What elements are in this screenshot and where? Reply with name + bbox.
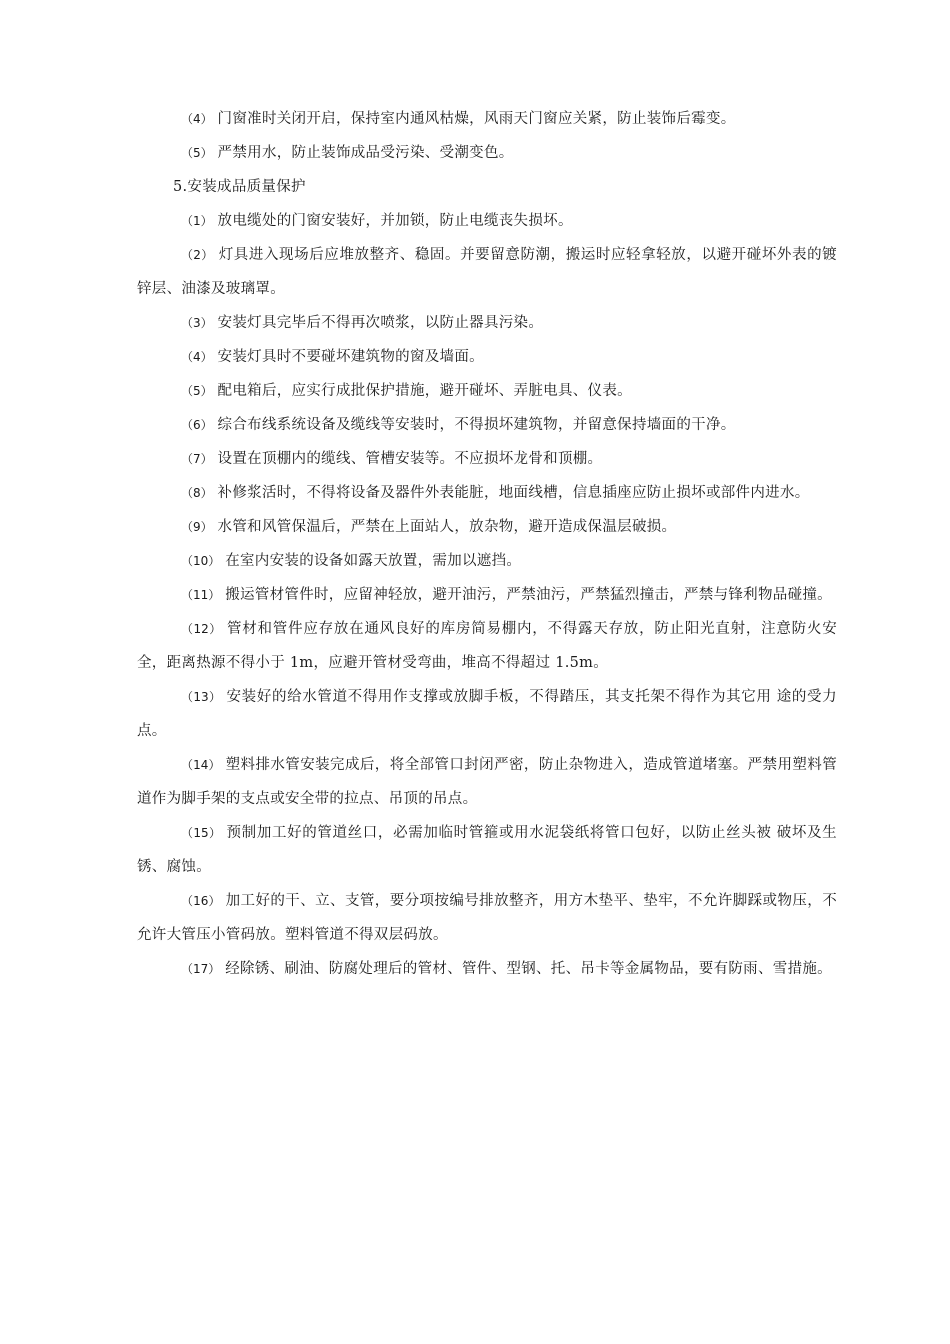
item-text: 塑料排水管安装完成后，将全部管口封闭严密，防止杂物进入，造成管道堵塞。严禁用塑料管道作为脚手架的支点或安全带的拉点、吊顶的吊点。 — [137, 757, 837, 807]
item-number: （14） — [181, 758, 221, 772]
item-text: 搬运管材管件时，应留神轻放，避开油污，严禁油污，严禁猛烈撞击，严禁与锋利物品碰撞。 — [220, 587, 832, 603]
item-text: 补修浆活时，不得将设备及器件外表能脏，地面线槽，信息插座应防止损坏或部件内进水。 — [212, 485, 810, 501]
item-text: 水管和风管保温后，严禁在上面站人，放杂物，避开造成保温层破损。 — [212, 519, 677, 535]
item-number: （5） — [181, 384, 213, 398]
section-heading: 5.安装成品质量保护 — [173, 179, 306, 195]
item-number: （6） — [181, 418, 213, 432]
item-number: （9） — [181, 520, 213, 534]
paragraph-item-17 — [137, 952, 837, 986]
item-number: （2） — [181, 248, 214, 262]
item-text: 放电缆处的门窗安装好，并加锁，防止电缆丧失损坏。 — [212, 213, 573, 229]
paragraph-item-7 — [137, 442, 837, 476]
item-text: 安装好的给水管道不得用作支撑或放脚手板，不得踏压，其支托架不得作为其它用 途的受力点。 — [137, 689, 837, 739]
paragraph-item-8 — [137, 476, 837, 510]
item-text: 管材和管件应存放在通风良好的库房简易棚内，不得露天存放，防止阳光直射，注意防火安全，距离热源不得小于 1m，应避开管材受弯曲，堆高不得超过 1.5m。 — [137, 621, 837, 671]
paragraph-item-11 — [137, 578, 837, 612]
paragraph-item-10 — [137, 544, 837, 578]
paragraph-item-2 — [137, 238, 837, 306]
paragraph-item-13 — [137, 680, 837, 748]
item-number: （13） — [181, 690, 222, 704]
paragraph-item-9 — [137, 510, 837, 544]
paragraph-item-14 — [137, 748, 837, 816]
document-body — [137, 102, 837, 986]
item-number: （17） — [181, 962, 221, 976]
item-text: 安装灯具时不要碰坏建筑物的窗及墙面。 — [212, 349, 484, 365]
item-text: 设置在顶棚内的缆线、管槽安装等。不应损坏龙骨和顶棚。 — [212, 451, 603, 467]
paragraph-item-4 — [137, 340, 837, 374]
item-number: （5） — [181, 146, 213, 160]
item-number: （7） — [181, 452, 213, 466]
item-number: （15） — [181, 826, 222, 840]
item-text: 安装灯具完毕后不得再次喷浆，以防止器具污染。 — [212, 315, 544, 331]
paragraph-item-5 — [137, 374, 837, 408]
item-number: （11） — [181, 588, 221, 602]
item-text: 加工好的干、立、支管，要分项按编号排放整齐，用方木垫平、垫牢，不允许脚踩或物压，不允许大管压小管码放。塑料管道不得双层码放。 — [137, 893, 837, 943]
item-text: 综合布线系统设备及缆线等安装时，不得损坏建筑物，并留意保持墙面的干净。 — [212, 417, 736, 433]
item-number: （8） — [181, 486, 213, 500]
paragraph-prev-5 — [137, 136, 837, 170]
item-number: （3） — [181, 316, 213, 330]
paragraph-item-12 — [137, 612, 837, 680]
paragraph-item-15 — [137, 816, 837, 884]
item-text: 门窗准时关闭开启，保持室内通风枯燥，风雨天门窗应关紧，防止装饰后霉变。 — [212, 111, 736, 127]
paragraph-item-16 — [137, 884, 837, 952]
item-text: 预制加工好的管道丝口，必需加临时管箍或用水泥袋纸将管口包好，以防止丝头被 破坏及生锈、腐蚀。 — [137, 825, 837, 875]
item-number: （16） — [181, 894, 221, 908]
item-number: （4） — [181, 350, 213, 364]
paragraph-prev-4 — [137, 102, 837, 136]
item-number: （1） — [181, 214, 213, 228]
item-text: 经除锈、刷油、防腐处理后的管材、管件、型钢、托、吊卡等金属物品，要有防雨、雪措施。 — [220, 961, 832, 977]
paragraph-item-1 — [137, 204, 837, 238]
item-number: （12） — [181, 622, 222, 636]
item-text: 灯具进入现场后应堆放整齐、稳固。并要留意防潮，搬运时应轻拿轻放，以避开碰坏外表的镀锌层、油漆及玻璃罩。 — [137, 247, 837, 297]
item-number: （10） — [181, 554, 221, 568]
item-text: 配电箱后，应实行成批保护措施，避开碰坏、弄脏电具、仪表。 — [212, 383, 632, 399]
item-text: 严禁用水，防止装饰成品受污染、受潮变色。 — [212, 145, 514, 161]
item-number: （4） — [181, 112, 213, 126]
paragraph-item-6 — [137, 408, 837, 442]
item-text: 在室内安装的设备如露天放置，需加以遮挡。 — [220, 553, 522, 569]
paragraph-item-3 — [137, 306, 837, 340]
